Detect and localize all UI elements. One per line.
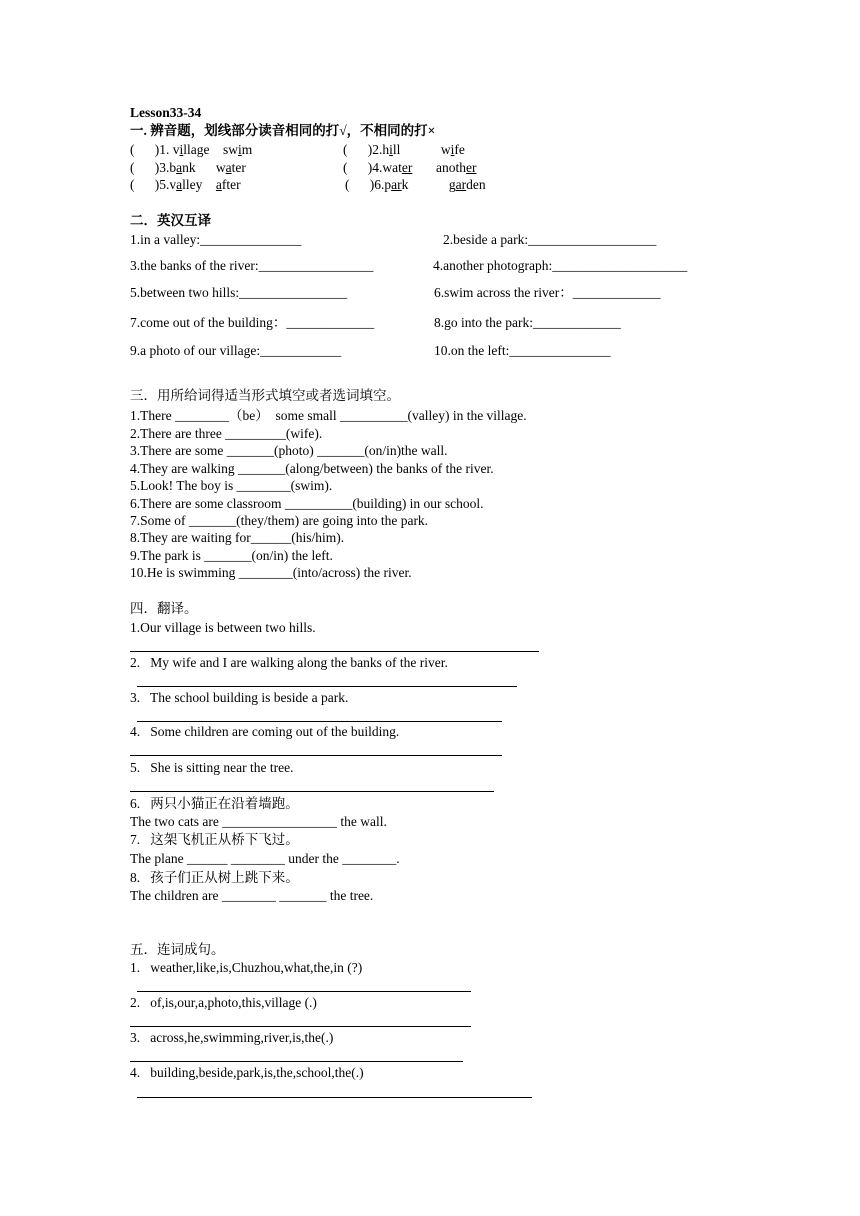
s2-item-3: 3.the banks of the river:_________________ [130,258,374,273]
s4-item-4: 4. Some children are coming out of the building. [130,724,400,739]
s3-line-4: 4.They are walking _______(along/between) the banks of the river. [130,461,494,476]
s5-item-4: 4. building,beside,park,is,the,school,the(.) [130,1065,364,1080]
section5-heading: 五．连词成句。 [130,942,225,957]
s5-item-2: 2. of,is,our,a,photo,this,village (.) [130,995,317,1010]
s2-item-1: 1.in a valley:_______________ [130,232,302,247]
s3-line-7: 7.Some of _______(they/them) are going into the park. [130,513,429,528]
s5-item-1: 1. weather,like,is,Chuzhou,what,the,in (?) [130,960,363,975]
answer-line [137,721,502,722]
page-title: Lesson33-34 [130,105,202,120]
answer-line [130,1026,471,1027]
answer-line [130,651,539,652]
section2-heading: 二．英汉互译 [130,213,211,228]
s2-item-7: 7.come out of the building：_____________ [130,315,375,330]
s1-row-2-right: ( )4.water another [343,160,477,175]
s4-item-3: 3. The school building is beside a park. [130,690,349,705]
s3-line-9: 9.The park is _______(on/in) the left. [130,548,333,563]
answer-line [137,1097,532,1098]
answer-line [130,791,494,792]
s4-item-2: 2. My wife and I are walking along the banks of the river. [130,655,448,670]
s4-cn-6: 6. 两只小猫正在沿着墙跑。 [130,796,299,811]
section1-heading: 一. 辨音题，划线部分读音相同的打√，不相同的打× [130,123,436,138]
section4-heading: 四．翻译。 [130,601,198,616]
s3-line-3: 3.There are some _______(photo) _______(on/in)the wall. [130,443,448,458]
s3-line-5: 5.Look! The boy is ________(swim). [130,478,333,493]
answer-line [137,686,517,687]
s4-cn-7-answer: The plane ______ ________ under the ________. [130,851,400,866]
s4-item-5: 5. She is sitting near the tree. [130,760,294,775]
s3-line-6: 6.There are some classroom __________(building) in our school. [130,496,484,511]
s1-row-3-left: ( )5.valley after [130,177,241,192]
s2-item-9: 9.a photo of our village:____________ [130,343,342,358]
s2-item-2: 2.beside a park:___________________ [443,232,657,247]
s1-row-2-left: ( )3.bank water [130,160,246,175]
answer-line [130,755,502,756]
s1-row-3-right: ( )6.park garden [345,177,486,192]
s2-item-5: 5.between two hills:________________ [130,285,348,300]
s4-cn-7: 7. 这架飞机正从桥下飞过。 [130,832,299,847]
s4-cn-8-answer: The children are ________ _______ the tree. [130,888,374,903]
s4-cn-6-answer: The two cats are _________________ the wall. [130,814,387,829]
s3-line-2: 2.There are three _________(wife). [130,426,323,441]
s4-cn-8: 8. 孩子们正从树上跳下来。 [130,870,299,885]
s1-row-1-right: ( )2.hill wife [343,142,465,157]
s2-item-4: 4.another photograph:____________________ [433,258,688,273]
s2-item-6: 6.swim across the river：_____________ [434,285,661,300]
s3-line-10: 10.He is swimming ________(into/across) the river. [130,565,412,580]
s1-row-1-left: ( )1. village swim [130,142,253,157]
s2-item-10: 10.on the left:_______________ [434,343,611,358]
s5-item-3: 3. across,he,swimming,river,is,the(.) [130,1030,334,1045]
answer-line [137,991,471,992]
answer-line [130,1061,463,1062]
s3-line-1: 1.There ________（be） some small __________(valley) in the village. [130,408,527,423]
s4-item-1: 1.Our village is between two hills. [130,620,316,635]
s2-item-8: 8.go into the park:_____________ [434,315,621,330]
s3-line-8: 8.They are waiting for______(his/him). [130,530,345,545]
section3-heading: 三．用所给词得适当形式填空或者选词填空。 [130,388,400,403]
